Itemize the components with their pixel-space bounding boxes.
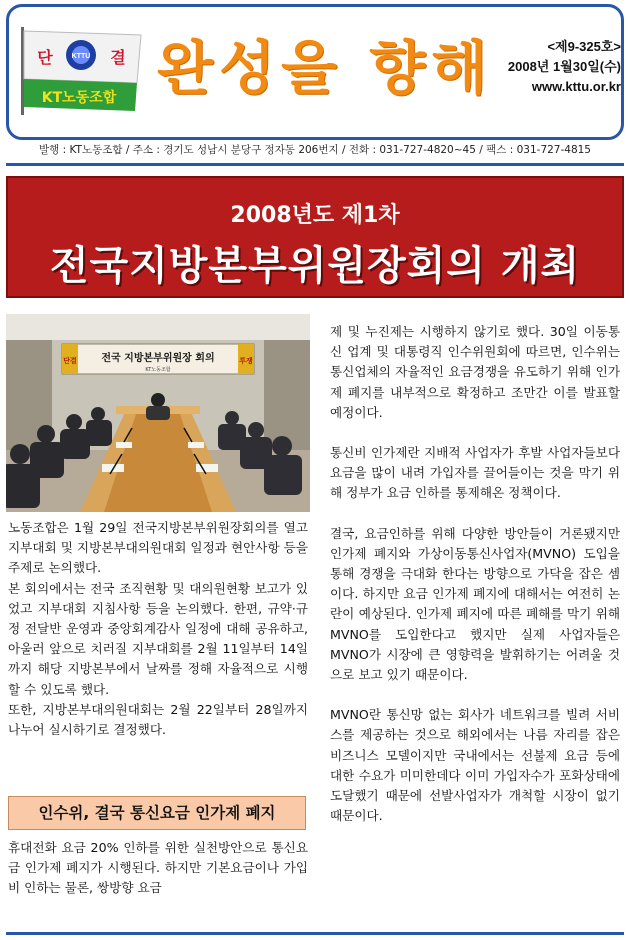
issue-date: 2008년 1월30일(수) (507, 59, 621, 74)
article-paragraph: 또한, 지방본부대의원대회는 2월 22일부터 28일까지 나누어 실시하기로 결정했다. (8, 701, 308, 738)
article-right-column (330, 322, 620, 826)
meeting-photo-image (6, 314, 310, 512)
article-subheading: 인수위, 결국 통신요금 인가제 폐지 (8, 796, 306, 830)
headline-subtitle: 2008년도 제1차 (230, 203, 400, 228)
logo-banner-text: KT노동조합 (41, 90, 117, 106)
masthead (6, 4, 624, 140)
article-paragraph: 제 및 누진제는 시행하지 않기로 했다. 30일 이동통신 업계 및 대통령직 인수위원회에 따르면, 인수위는 통신업체의 자율적인 요금경쟁을 유도하기 위해 인가제 폐지를 내부적으로 확정하고 조만간 이를 발표할 예정이다. (330, 324, 620, 420)
logo-left-text: 단 (37, 48, 53, 67)
article-paragraph: 휴대전화 요금 20% 인하를 위한 실천방안으로 통신요금 인가제 폐지가 시행된다. 하지만 기본요금이나 가입비 인하는 물론, 쌍방향 요금 (8, 840, 308, 896)
article-paragraph: 본 회의에서는 전국 조직현황 및 대의원현황 보고가 있었고 지부대회 지침사항 등을 논의했다. 한편, 규약·규정 전달반 운영과 중앙회계감사 일정에 대해 공유하고, 아울러 앞으로 치러질 지부대회를 2월 11일부터 14일까지 해당 지방본부에서 날짜를 정해 자율적으로 시행할 수 있도록 했다. (8, 580, 308, 697)
headline-banner (6, 176, 624, 298)
website-link[interactable]: www.kttu.or.kr (531, 79, 621, 94)
issue-number: <제9-325호> (547, 39, 621, 54)
article-paragraph: 통신비 인가제란 지배적 사업자가 후발 사업자들보다 요금을 많이 내려 가입자를 끌어들이는 것을 막기 위해 정부가 요금 인하를 통제해온 정책이다. (330, 445, 620, 501)
article-left-column-lower (8, 838, 308, 899)
newsletter-title: 완성을 향해 (157, 34, 494, 102)
headline-title: 전국지방본부위원장회의 개최 (49, 243, 581, 289)
article-paragraph: 노동조합은 1월 29일 전국지방본부위원장회의를 열고 지부대회 및 지방본부대의원대회 일정과 현안사항 등을 주제로 논의했다. (8, 520, 308, 576)
publisher-info: 발행 : KT노동조합 / 주소 : 경기도 성남시 분당구 정자동 206번지 / 전화 : 031-727-4820~45 / 팩스 : 031-727-4815 (38, 144, 591, 156)
photo-banner-right: 투쟁 (239, 357, 253, 365)
article-left-column (8, 518, 308, 740)
issue-info (491, 37, 621, 97)
footer-divider (6, 932, 624, 935)
photo-banner-left: 단결 (63, 357, 77, 365)
article-paragraph: MVNO란 통신망 없는 회사가 네트워크를 빌려 서비스를 제공하는 것으로 해외에서는 나름 자리를 잡은 비즈니스 모델이지만 국내에서는 선불제 요금 등에 대한 수요가 미미한데다 이미 가입자수가 포화상태에 도달했기 때문에 선발사업자가 개척할 시장이 없기 때문이다. (330, 707, 620, 824)
logo-right-text: 결 (110, 48, 126, 67)
kttu-logo-icon (19, 25, 147, 117)
photo-banner-title: 전국 지방본부위원장 회의 (101, 353, 215, 364)
photo-banner-sub: KT노동조합 (145, 367, 171, 373)
article-paragraph: 결국, 요금인하를 위해 다양한 방안들이 거론됐지만 인가제 폐지와 가상이동통신사업자(MVNO) 도입을 통해 경쟁을 극대화 한다는 방향으로 가닥을 잡은 셈이다. 하지만 요금 인가제 폐지에 대해서는 여전히 논란이 예상된다. 인가제 폐지에 따른 폐해를 막기 위해 MVNO를 도입한다고 했지만 실제 사업자들은 MVNO가 시장에 큰 영향력을 발휘하기는 어려울 것으로 보고 있기 때문이다. (330, 525, 620, 683)
header-divider (6, 163, 624, 166)
logo-badge-text: KTTU (71, 53, 91, 60)
meeting-photo (6, 314, 310, 512)
